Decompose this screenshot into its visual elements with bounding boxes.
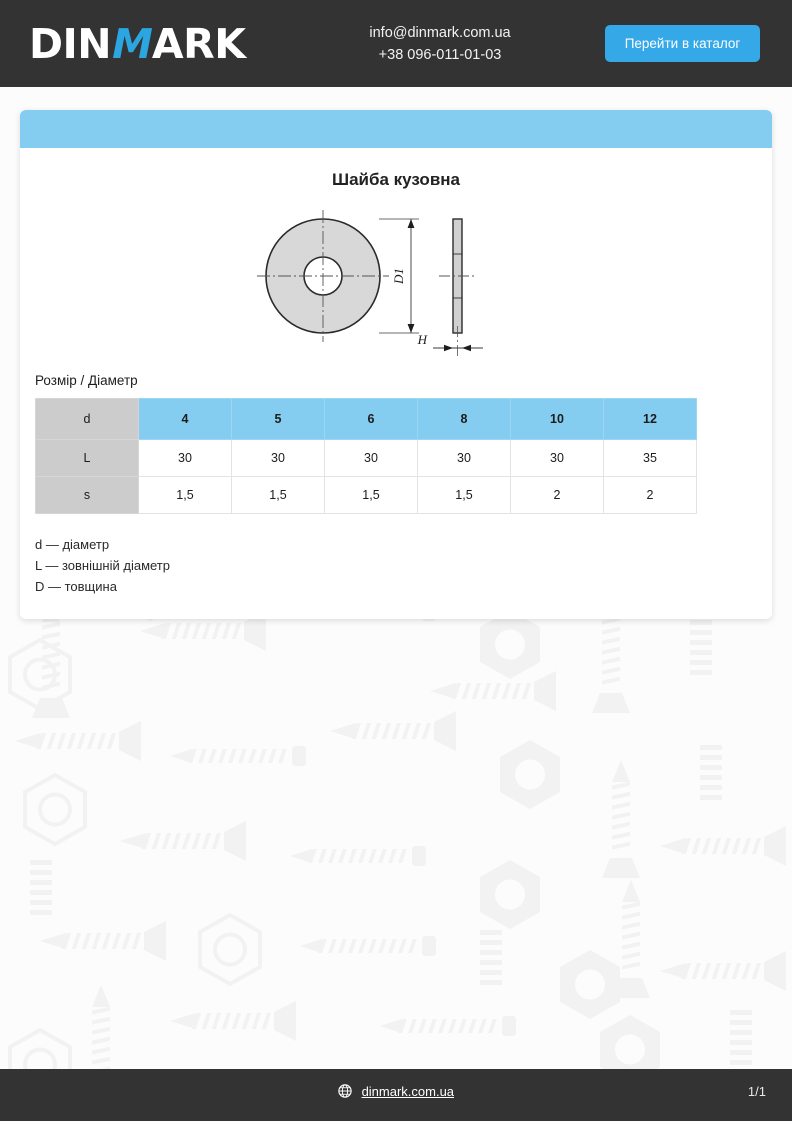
cell-s-3: 1,5 <box>325 477 418 514</box>
cell-s-2: 1,5 <box>232 477 325 514</box>
globe-icon <box>338 1084 352 1101</box>
brand-logo[interactable] <box>29 19 246 69</box>
product-title: Шайба кузовна <box>332 170 460 189</box>
specification-table <box>35 398 697 514</box>
cell-d-1: 4 <box>139 399 232 440</box>
legend-line-D: D — товщина <box>35 579 117 594</box>
washer-side-view <box>439 219 476 356</box>
email-link[interactable]: info@dinmark.com.ua <box>369 25 511 41</box>
table-row-d <box>36 399 697 440</box>
table-caption: Розмір / Діаметр <box>35 373 138 388</box>
dimension-h <box>417 332 483 351</box>
cell-d-5: 10 <box>511 399 604 440</box>
cell-l-4: 30 <box>418 440 511 477</box>
legend-block <box>35 534 772 597</box>
card-accent-bar <box>20 110 772 148</box>
cell-l-5: 30 <box>511 440 604 477</box>
row-header-l: L <box>36 440 139 477</box>
cell-d-6: 12 <box>604 399 697 440</box>
row-header-s: s <box>36 477 139 514</box>
dimension-d1 <box>391 219 414 333</box>
cell-d-4: 8 <box>418 399 511 440</box>
cell-s-1: 1,5 <box>139 477 232 514</box>
table-row-l <box>36 440 697 477</box>
site-header <box>0 0 792 87</box>
site-footer <box>0 1069 792 1121</box>
cell-d-3: 6 <box>325 399 418 440</box>
cell-l-2: 30 <box>232 440 325 477</box>
row-header-d: d <box>36 399 139 440</box>
cell-l-6: 35 <box>604 440 697 477</box>
dimension-label-h: H <box>417 332 427 347</box>
cell-s-5: 2 <box>511 477 604 514</box>
cell-s-4: 1,5 <box>418 477 511 514</box>
product-card <box>20 110 772 619</box>
cell-l-3: 30 <box>325 440 418 477</box>
washer-drawing-svg <box>251 198 541 363</box>
footer-site-link-block <box>0 1084 792 1101</box>
cell-l-1: 30 <box>139 440 232 477</box>
phone-link[interactable]: +38 096-011-01-03 <box>378 47 502 63</box>
logo-text-part2: ARK <box>151 20 246 68</box>
cell-d-2: 5 <box>232 399 325 440</box>
washer-top-view <box>257 210 389 342</box>
table-row-s <box>36 477 697 514</box>
footer-site-link[interactable]: dinmark.com.ua <box>361 1084 455 1099</box>
go-to-catalog-button[interactable]: Перейти в каталог <box>605 25 760 62</box>
cell-s-6: 2 <box>604 477 697 514</box>
logo-text-middle: M <box>112 20 151 68</box>
legend-line-d: d — діаметр <box>35 537 110 552</box>
legend-line-l: L — зовнішній діаметр <box>35 558 170 573</box>
dimension-label-d1: D1 <box>391 268 406 284</box>
header-contact-block <box>340 22 540 66</box>
logo-text-part1: DIN <box>29 20 112 68</box>
page-indicator: 1/1 <box>747 1084 766 1099</box>
technical-drawing <box>20 198 772 363</box>
